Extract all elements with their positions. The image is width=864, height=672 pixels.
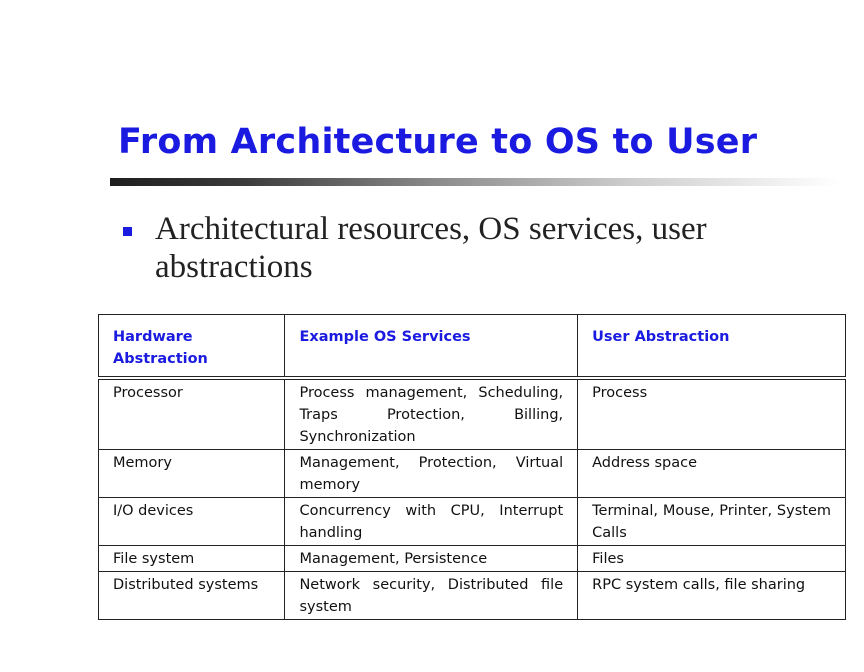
bullet-text: Architectural resources, OS services, user abstractions <box>155 211 707 285</box>
cell-os-services: Management, Protection, Virtual memory <box>285 450 578 498</box>
title-divider <box>110 178 840 186</box>
cell-user-abstraction: Terminal, Mouse, Printer, System Calls <box>578 498 846 546</box>
table-row <box>99 378 846 450</box>
cell-os-services: Network security, Distributed file system <box>285 572 578 620</box>
cell-os-services: Process management, Scheduling, Traps Protection, Billing, Synchronization <box>285 378 578 450</box>
table-row <box>99 572 846 620</box>
os-abstraction-table <box>98 314 846 620</box>
table-row <box>99 450 846 498</box>
header-hardware-abstraction: Hardware Abstraction <box>99 315 285 379</box>
cell-hardware: Memory <box>99 450 285 498</box>
header-user-abstraction: User Abstraction <box>578 315 846 379</box>
cell-hardware: I/O devices <box>99 498 285 546</box>
slide-title: From Architecture to OS to User <box>118 122 758 162</box>
cell-user-abstraction: Address space <box>578 450 846 498</box>
cell-hardware: Processor <box>99 378 285 450</box>
table-row <box>99 498 846 546</box>
cell-os-services: Concurrency with CPU, Interrupt handling <box>285 498 578 546</box>
header-example-os-services: Example OS Services <box>285 315 578 379</box>
table-row <box>99 546 846 572</box>
cell-hardware: Distributed systems <box>99 572 285 620</box>
cell-user-abstraction: Files <box>578 546 846 572</box>
cell-user-abstraction: RPC system calls, file sharing <box>578 572 846 620</box>
cell-user-abstraction: Process <box>578 378 846 450</box>
cell-hardware: File system <box>99 546 285 572</box>
cell-os-services: Management, Persistence <box>285 546 578 572</box>
bullet-marker-icon <box>123 227 132 236</box>
table-header-row <box>99 315 846 379</box>
